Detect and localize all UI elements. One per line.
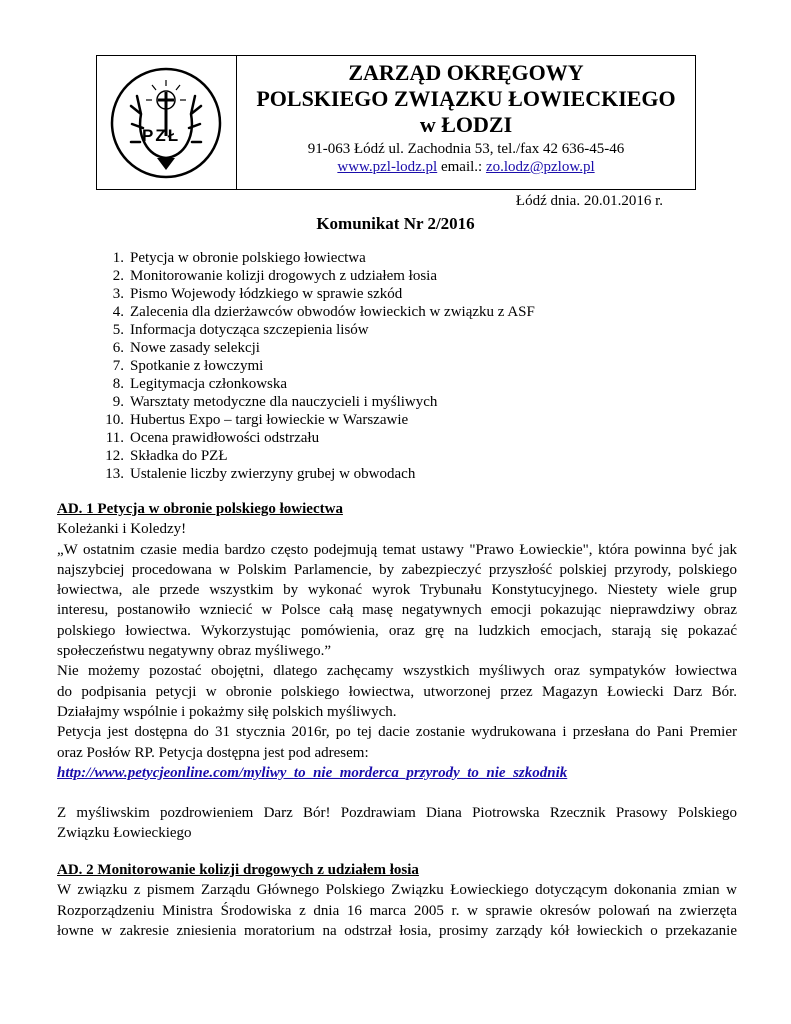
toc-item	[96, 429, 535, 447]
website-link[interactable]: www.pzl-lodz.pl	[337, 159, 438, 175]
toc-item-text: Hubertus Expo – targi łowieckie w Warszawie	[130, 412, 409, 428]
toc-item	[96, 375, 535, 393]
text-line: Z myśliwskim pozdrowieniem Darz Bór! Pozdrawiam Diana Piotrowska Rzecznik Prasowy Polskiego	[57, 805, 737, 822]
section-2	[57, 860, 737, 941]
greeting: Koleżanki i Koledzy!	[57, 521, 187, 538]
letterhead-text	[237, 56, 695, 176]
toc-item-text: Petycja w obronie polskiego łowiectwa	[130, 250, 366, 266]
toc-item	[96, 411, 535, 429]
toc-item-number: 11.	[105, 430, 124, 446]
petition-url-link[interactable]: http://www.petycjeonline.com/myliwy_to_nie_morderca_przyrody_to_nie_szkodnik	[57, 764, 568, 781]
document-title: Komunikat Nr 2/2016	[316, 214, 475, 233]
toc-item-number: 8.	[112, 376, 124, 392]
text-line: najszybciej procedowana w Polskim Parlamencie, by zabezpieczyć przyszłość polskiej przyrody, polskiego	[57, 561, 737, 578]
toc-item	[96, 393, 535, 411]
toc-item	[96, 285, 535, 303]
org-address: 91-063 Łódź ul. Zachodnia 53, tel./fax 42 636-45-46	[307, 141, 625, 157]
appeal-paragraph	[57, 661, 737, 722]
toc-item-text: Nowe zasady selekcji	[130, 340, 260, 356]
toc-item-text: Spotkanie z łowczymi	[130, 358, 264, 374]
text-line: Petycja jest dostępna do 31 stycznia 2016r, po tej dacie zostanie wydrukowana i przesłana do Pani Premier	[57, 724, 737, 741]
document-date: Łódź dnia. 20.01.2016 r.	[515, 193, 663, 209]
text-line: do podpisania petycji w obronie polskiego łowiectwa, utworzonej przez Magazyn Łowiecki Darz Bór.	[57, 683, 737, 700]
toc-item	[96, 321, 535, 339]
email-link[interactable]: zo.lodz@pzlow.pl	[485, 159, 595, 175]
toc-item-text: Legitymacja członkowska	[130, 376, 288, 392]
text-line: interesu, postanowiło wzniecić w Polsce całą masę negatywnych emocji pokazując nieprawdziwy obraz	[57, 602, 737, 619]
closing-paragraph	[57, 803, 737, 844]
toc-item-text: Pismo Wojewody łódzkiego w sprawie szkód	[130, 286, 403, 302]
text-line: łowne w zakresie zniesienia moratorium na odstrzał łosia, prosimy zarządy kół łowieckich o przekazanie	[57, 922, 737, 939]
toc-item-number: 12.	[105, 448, 124, 464]
toc-item	[96, 447, 535, 465]
toc-item-text: Warsztaty metodyczne dla nauczycieli i myśliwych	[130, 394, 438, 410]
toc-item-number: 1.	[112, 250, 124, 266]
text-line: łowiectwa, ale przede wszystkim by wykonać wyrok Trybunału Konstytucyjnego. Niestety wiele grup	[57, 582, 737, 599]
toc-item-text: Zalecenia dla dzierżawców obwodów łowieckich w związku z ASF	[130, 304, 535, 320]
toc-item-text: Składka do PZŁ	[130, 448, 228, 464]
toc-item-number: 4.	[112, 304, 124, 320]
section-2-paragraph	[57, 880, 737, 941]
text-line: społeczeństwu negatywny obraz myśliwego.”	[57, 643, 332, 660]
text-line: Działajmy wspólnie i pokażmy siłę polskich myśliwych.	[57, 703, 397, 720]
section-2-heading: AD. 2 Monitorowanie kolizji drogowych z udziałem łosia	[57, 862, 419, 878]
toc-item-number: 2.	[112, 268, 124, 284]
toc-item-number: 3.	[112, 286, 124, 302]
toc-item-number: 5.	[112, 322, 124, 338]
email-label: email.:	[440, 159, 483, 175]
toc-item	[96, 303, 535, 321]
toc-item-text: Ustalenie liczby zwierzyny grubej w obwodach	[130, 466, 416, 482]
petition-paragraph	[57, 722, 737, 763]
toc-item	[96, 465, 535, 483]
logo-text: PZŁ	[142, 126, 181, 145]
toc-item	[96, 339, 535, 357]
quote-paragraph	[57, 540, 737, 662]
section-1	[57, 499, 737, 844]
toc-item-number: 6.	[112, 340, 124, 356]
letterhead-box	[96, 55, 696, 190]
toc-item	[96, 267, 535, 285]
text-line: Nie możemy pozostać obojętni, dlatego zachęcamy wszystkich myśliwych oraz sympatyków łowiectwa	[57, 663, 737, 680]
text-line: „W ostatnim czasie media bardzo często podejmują temat ustawy "Prawo Łowieckie", która powinna być jak	[57, 541, 737, 558]
toc-item-text: Ocena prawidłowości odstrzału	[130, 430, 320, 446]
toc-item-number: 13.	[105, 466, 124, 482]
toc-item	[96, 249, 535, 267]
text-line: W związku z pismem Zarządu Głównego Polskiego Związku Łowieckiego dotyczącym dokonania zmian w	[57, 882, 737, 899]
org-title-line2: POLSKIEGO ZWIĄZKU ŁOWIECKIEGO	[256, 86, 676, 111]
org-contact	[237, 158, 695, 176]
org-title-line3: w ŁODZI	[419, 112, 513, 137]
toc-item-number: 10.	[105, 412, 124, 428]
text-line: Rozporządzeniu Ministra Środowiska z dnia 16 marca 2005 r. w sprawie okresów polowań na zwierzęta	[57, 902, 737, 919]
text-line: oraz Posłów RP. Petycja dostępna jest pod adresem:	[57, 744, 369, 761]
org-title-line1: ZARZĄD OKRĘGOWY	[348, 60, 584, 85]
pzl-emblem-icon	[107, 66, 225, 181]
toc-item-text: Informacja dotycząca szczepienia lisów	[130, 322, 369, 338]
toc-item	[96, 357, 535, 375]
toc-item-number: 9.	[112, 394, 124, 410]
text-line: polskiego łowiectwa. Wykorzystując pomówienia, oraz grę na ludzkich emocjach, starają się pokazać	[57, 622, 737, 639]
toc-item-text: Monitorowanie kolizji drogowych z udziałem łosia	[130, 268, 438, 284]
table-of-contents	[96, 249, 535, 483]
section-1-heading: AD. 1 Petycja w obronie polskiego łowiectwa	[57, 501, 343, 517]
toc-item-number: 7.	[112, 358, 124, 374]
logo-cell	[97, 56, 237, 189]
text-line: Związku Łowieckiego	[57, 825, 192, 842]
